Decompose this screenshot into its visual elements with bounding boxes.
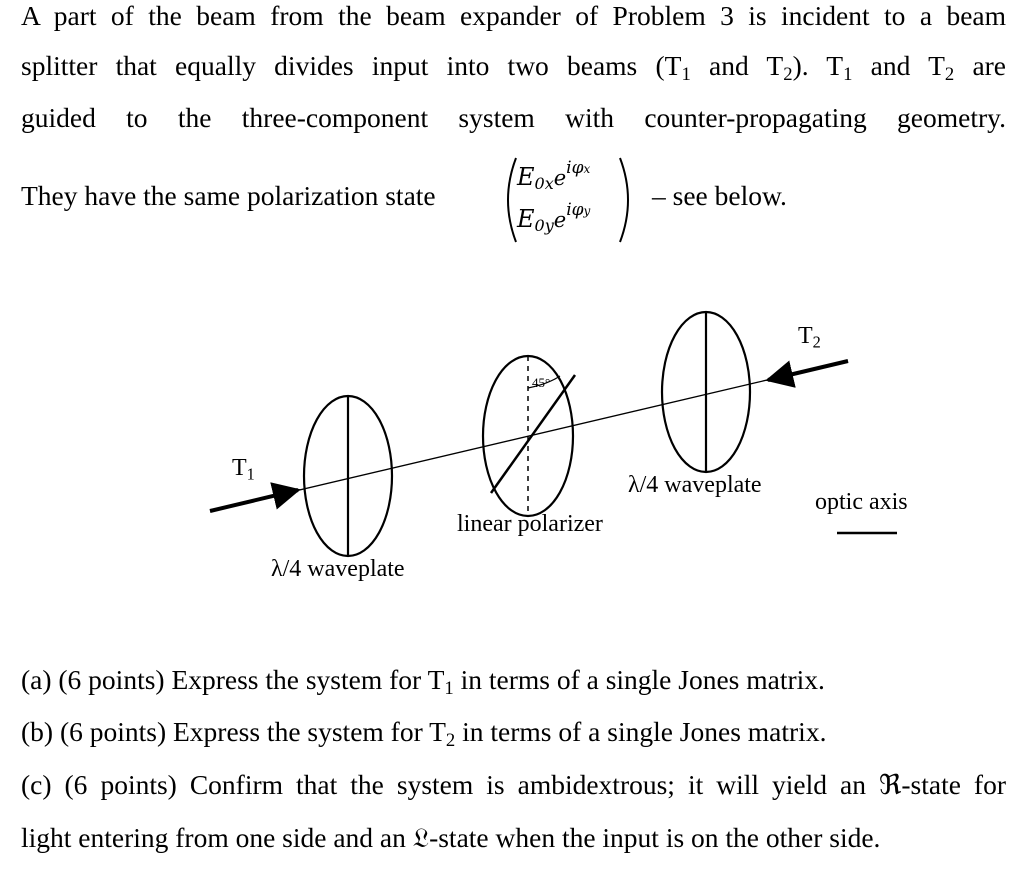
t1-label-text: T	[232, 455, 247, 481]
question-a-end: in terms of a single Jones matrix.	[453, 664, 825, 695]
question-a-text: (a) (6 points) Express the system for T	[21, 664, 445, 695]
question-b-end: in terms of a single Jones matrix.	[455, 716, 827, 747]
question-b-text: (b) (6 points) Express the system for T	[21, 716, 446, 747]
polarizer-transmission-axis	[491, 375, 575, 493]
angle-label: 45°	[532, 375, 551, 390]
intro-line-3: guided to the three-component system with counter-propagating geometry.	[21, 102, 1006, 133]
left-waveplate-label: λ/4 waveplate	[271, 556, 405, 582]
t2-label	[798, 322, 821, 357]
subscript: 2	[445, 730, 456, 752]
vector-symbol: E	[517, 162, 535, 191]
intro-line-2-part-a: splitter that equally divides input into two beams (T	[21, 50, 682, 81]
vector-symbol: E	[517, 204, 535, 233]
intro-line-1: A part of the beam from the beam expander of Problem 3 is incident to a beam	[21, 0, 1006, 31]
subscript: 2	[812, 332, 821, 352]
subscript: 1	[681, 64, 691, 86]
intro-line-2-part-c: ). T	[792, 50, 844, 81]
t2-arrow	[768, 361, 848, 380]
t1-arrow	[210, 490, 298, 511]
polarizer-label: linear polarizer	[457, 511, 603, 537]
vector-exp-text: iφ	[566, 158, 584, 178]
subscript: 1	[843, 64, 853, 86]
question-c-line-2: light entering from one side and an 𝔏-state when the input is on the other side.	[21, 822, 881, 853]
intro-line-2-part-d: and T	[852, 50, 945, 81]
vector-exp-base: e	[553, 165, 567, 190]
question-c-line-1: (c) (6 points) Confirm that the system is ambidextrous; it will yield an ℜ-state for	[21, 769, 1006, 800]
subscript: 2	[783, 64, 793, 86]
optic-axis-label: optic axis	[815, 489, 908, 515]
vector-exp-text: iφ	[566, 200, 584, 220]
vector-exp-subscript: x	[583, 162, 591, 176]
vector-exp-subscript: y	[583, 204, 591, 218]
t2-label-text: T	[798, 323, 813, 349]
intro-line-2-part-e: are	[954, 50, 1007, 81]
intro-line-2-part-b: and T	[690, 50, 784, 81]
subscript: 1	[444, 678, 454, 700]
subscript: 1	[246, 464, 255, 484]
vector-subscript: 0x	[534, 173, 554, 193]
vector-subscript: 0y	[534, 215, 554, 235]
right-waveplate-label: λ/4 waveplate	[628, 472, 762, 498]
vector-exp-base: e	[553, 207, 567, 232]
question-b	[21, 716, 826, 757]
intro-line-4: They have the same polarization state	[21, 180, 436, 211]
subscript: 2	[944, 64, 955, 86]
t1-label	[232, 454, 255, 489]
question-a	[21, 664, 825, 705]
see-below-text: – see below.	[652, 180, 787, 211]
